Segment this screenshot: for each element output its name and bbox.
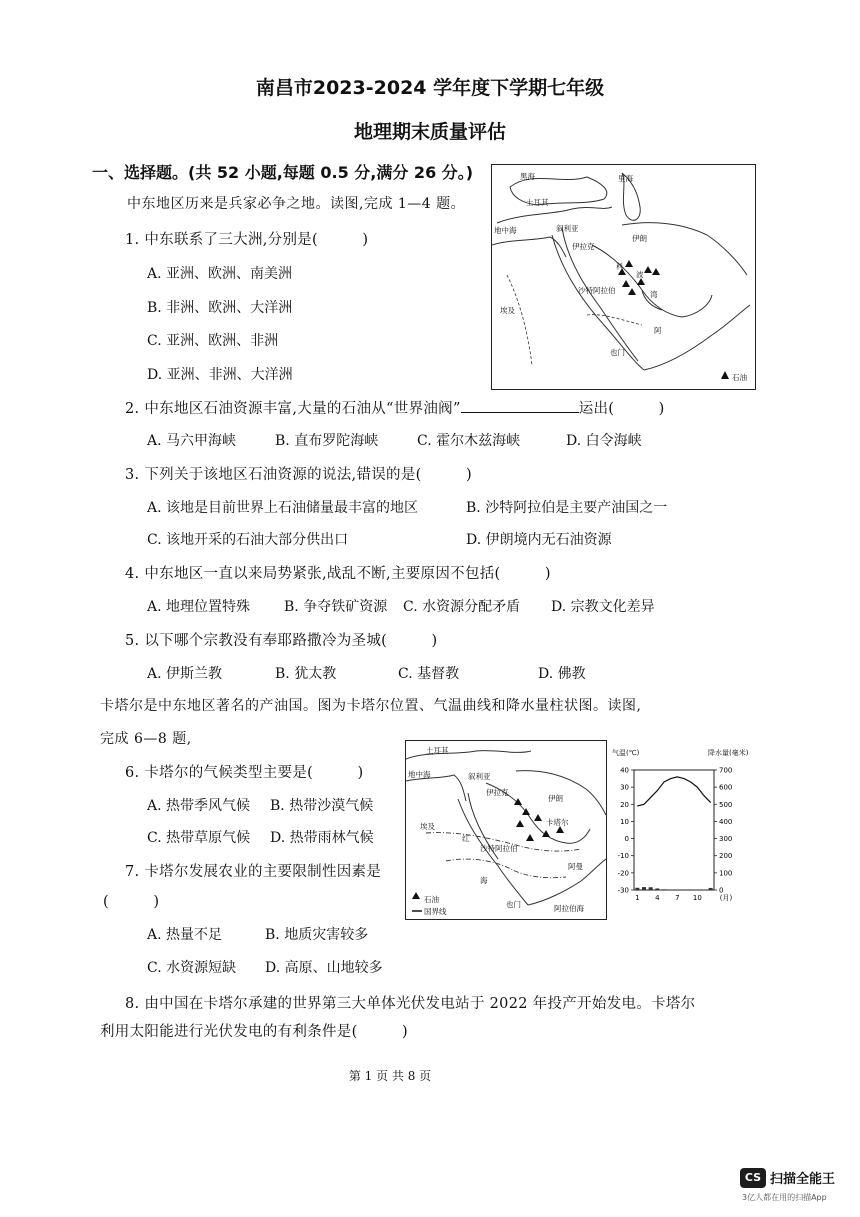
label-black-sea: 黑海 [520,172,535,181]
label-turkey-2: 土耳其 [426,746,449,755]
page-number: 第 1 页 共 8 页 [348,1069,432,1083]
left-tick-label: 10 [620,817,629,826]
option-5a: A. 伊斯兰教 [147,666,223,682]
legend-oil-icon-2 [412,892,420,899]
question-2-stem-end: 运出( ) [578,401,665,417]
right-tick-label: 300 [719,835,733,844]
option-4c: C. 水资源分配矛盾 [403,599,521,615]
left-tick-label: -10 [617,852,629,861]
option-5b: B. 犹太教 [275,666,337,682]
left-tick-label: 0 [624,835,629,844]
temp-axis-label: 气温(℃) [612,749,640,757]
right-tick-label: 400 [719,817,733,826]
option-7d: D. 高原、山地较多 [265,960,383,976]
chart-frame [634,770,714,890]
option-4d: D. 宗教文化差异 [551,599,655,615]
map2-outline [406,741,606,919]
precip-bar [709,888,713,890]
left-tick-label: 40 [620,766,629,775]
question-7-paren: ( ) [103,894,160,910]
question-6: 6. 卡塔尔的气候类型主要是( ) [125,765,364,781]
option-1c: C. 亚洲、欧洲、非洲 [147,333,279,349]
left-tick-label: -30 [617,886,629,895]
right-tick-label: 200 [719,852,733,861]
label-iran: 伊朗 [632,234,647,243]
page-subtitle: 地理期末质量评估 [353,121,506,143]
label-iran-2: 伊朗 [548,794,563,803]
option-4b: B. 争夺铁矿资源 [284,599,388,615]
question-2-stem: 2. 中东地区石油资源丰富,大量的石油从“世界油阀” [125,401,461,417]
section-heading: 一、选择题。(共 52 小题,每题 0.5 分,满分 26 分。) [92,163,474,182]
option-6a: A. 热带季风气候 [147,798,251,814]
option-6b: B. 热带沙漠气候 [270,798,374,814]
x-tick-label: 4 [655,894,660,902]
option-7a: A. 热量不足 [147,927,223,943]
question-8-cont: 利用太阳能进行光伏发电的有利条件是( ) [100,1024,408,1040]
option-2d: D. 白令海峡 [566,433,642,449]
legend-oil-label-2: 石油 [424,895,439,904]
option-7b: B. 地质灾害较多 [265,927,369,943]
label-yemen: 也门 [610,348,625,357]
option-2b: B. 直布罗陀海峡 [275,433,379,449]
option-1a: A. 亚洲、欧洲、南美洲 [147,266,293,282]
x-tick-label: 10 [692,894,702,902]
option-6c: C. 热带草原气候 [147,830,251,846]
option-6d: D. 热带雨林气候 [270,830,374,846]
option-7c: C. 水资源短缺 [147,960,237,976]
precip-bar [702,889,706,890]
label-arabia-sea: 阿 [654,326,662,335]
question-5: 5. 以下哪个宗教没有奉耶路撒冷为圣城( ) [125,633,438,649]
intro-text-2b: 完成 6—8 题, [100,731,192,747]
option-3a: A. 该地是目前世界上石油储量最丰富的地区 [147,500,419,516]
right-tick-label: 500 [719,800,733,809]
option-3d: D. 伊朗境内无石油资源 [466,532,612,548]
option-3b: B. 沙特阿拉伯是主要产油国之一 [466,500,668,516]
label-kuwait: 科 [616,262,624,271]
label-persian: 波 [636,270,644,279]
label-egypt-2: 埃及 [420,822,435,831]
label-iraq: 伊拉克 [572,242,595,251]
precip-bar [649,887,653,890]
left-tick-label: -20 [617,869,629,878]
question-7: 7. 卡塔尔发展农业的主要限制性因素是 [125,864,382,880]
label-saudi: 沙特阿拉伯 [578,286,616,295]
precip-bar [655,888,659,890]
climate-chart-svg [610,748,760,916]
intro-text-2: 卡塔尔是中东地区著名的产油国。图为卡塔尔位置、气温曲线和降水量柱状图。读图, [100,698,642,714]
label-sea: 海 [480,876,488,885]
right-tick-label: 600 [719,783,733,792]
label-syria: 叙利亚 [556,224,579,233]
x-tick-label: 1 [635,894,640,902]
label-caspian: 里海 [618,174,633,183]
label-mediterranean-2: 地中海 [408,770,431,779]
label-qatar: 卡塔尔 [546,818,569,827]
climate-chart [610,748,760,916]
option-2a: A. 马六甲海峡 [147,433,237,449]
left-tick-label: 20 [620,800,629,809]
precip-bar [642,887,646,890]
qatar-location-map [405,740,607,920]
label-yemen-2: 也门 [506,900,521,909]
scanner-logo-icon: CS [740,1168,766,1188]
right-tick-label: 100 [719,869,733,878]
scanner-brand: 扫描全能王 [770,1172,836,1187]
option-1b: B. 非洲、欧洲、大洋洲 [147,300,293,316]
label-mediterranean: 地中海 [494,226,517,235]
question-2 [125,397,665,418]
intro-text: 中东地区历来是兵家必争之地。读图,完成 1—4 题。 [127,196,466,212]
x-tick-label: (月) [719,894,733,902]
option-5c: C. 基督教 [398,666,460,682]
temperature-line [637,777,710,806]
legend-border-label: 国界线 [424,907,447,916]
label-saudi-2: 沙特阿拉伯 [480,844,518,853]
label-iraq-2: 伊拉克 [486,788,509,797]
label-syria-2: 叙利亚 [468,772,491,781]
question-1: 1. 中东联系了三大洲,分别是( ) [125,232,369,248]
label-gulf: 湾 [650,290,658,299]
legend-oil-label: 石油 [732,373,747,382]
right-tick-label: 700 [719,766,733,775]
label-oman: 阿曼 [568,862,583,871]
precip-axis-label: 降水量(毫米) [708,749,749,757]
middle-east-map [491,164,756,390]
option-1d: D. 亚洲、非洲、大洋洲 [147,367,293,383]
option-5d: D. 佛教 [538,666,586,682]
question-4: 4. 中东地区一直以来局势紧张,战乱不断,主要原因不包括( ) [125,566,551,582]
legend-oil-icon [721,371,729,379]
option-3c: C. 该地开采的石油大部分供出口 [147,532,349,548]
page-title: 南昌市2023-2024 学年度下学期七年级 [255,77,605,99]
x-tick-label: 7 [675,894,680,902]
right-tick-label: 0 [719,886,724,895]
label-egypt: 埃及 [500,306,515,315]
precip-bar [635,888,639,890]
label-red-sea: 红 [462,834,470,843]
scanner-tagline: 3亿人都在用的扫描App [742,1193,827,1202]
answer-blank [461,398,579,413]
precip-bar [662,889,666,890]
option-2c: C. 霍尔木兹海峡 [417,433,521,449]
question-3: 3. 下列关于该地区石油资源的说法,错误的是( ) [125,467,472,483]
label-arabian-sea: 阿拉伯海 [554,904,584,913]
left-tick-label: 30 [620,783,629,792]
label-turkey: 土耳其 [526,198,549,207]
option-4a: A. 地理位置特殊 [147,599,251,615]
question-8: 8. 由中国在卡塔尔承建的世界第三大单体光伏发电站于 2022 年投产开始发电。卡塔尔 [125,996,696,1012]
